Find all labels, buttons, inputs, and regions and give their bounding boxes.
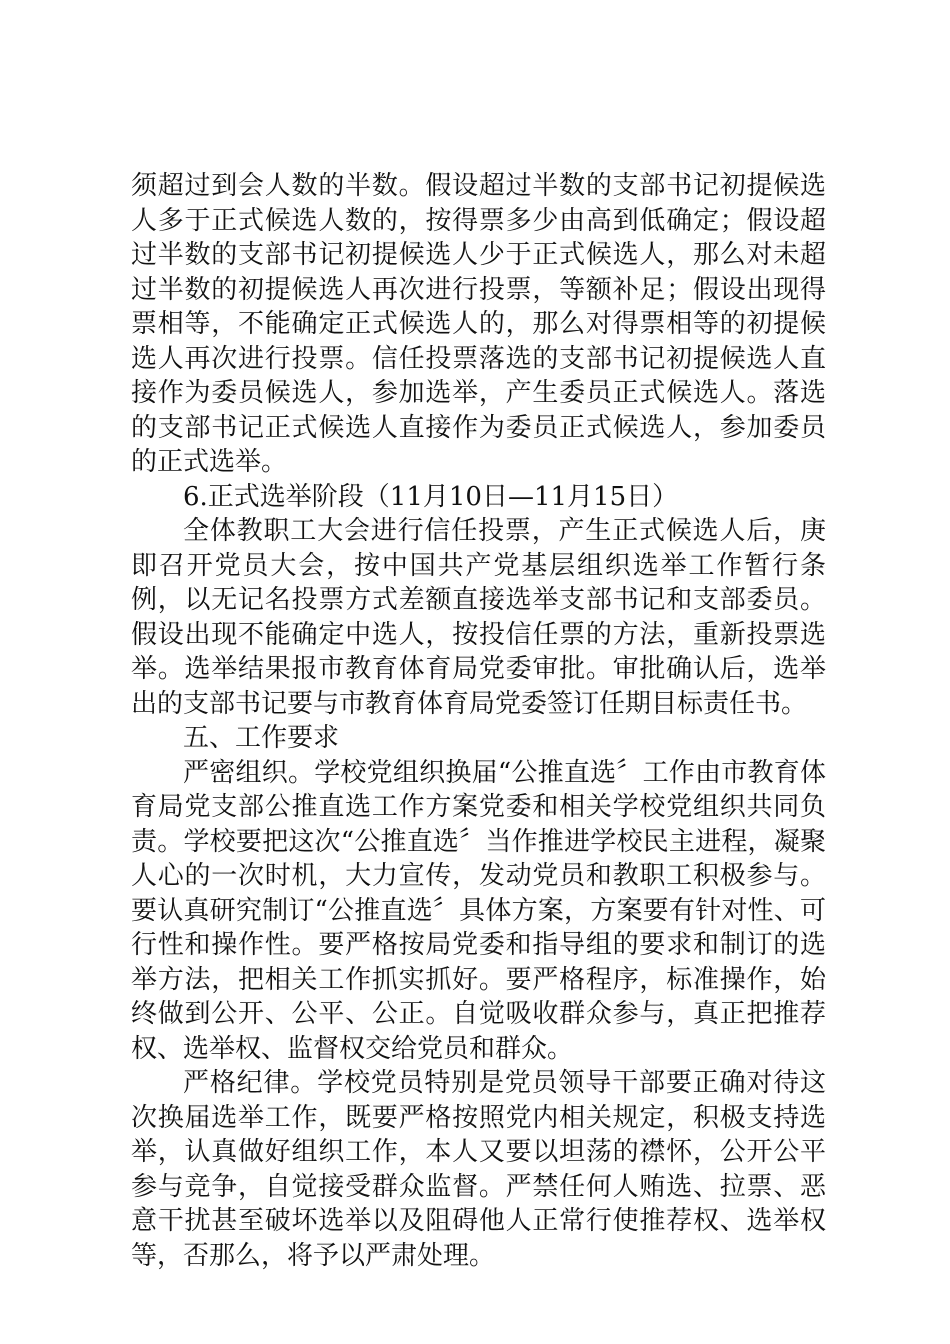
paragraph-strict-discipline: 严格纪律。学校党员特别是党员领导干部要正确对待这次换届选举工作，既要严格按照党内相关规定，积极支持选举，认真做好组织工作，本人又要以坦荡的襟怀，公开公平参与竞争，自觉接受群众监督。严禁任何人贿选、拉票、恶意干扰甚至破坏选举以及阻碍他人正常行使推荐权、选举权等，否那么，将予以严肃处理。 — [131, 1068, 826, 1271]
paragraph-strict-organization: 严密组织。学校党组织换届“公推直选〞工作由市教育体育局党支部公推直选工作方案党委和相关学校党组织共同负责。学校要把这次“公推直选〞当作推进学校民主进程，凝聚人心的一次时机，大力宣传，发动党员和教职工积极参与。要认真研究制订“公推直选〞具体方案，方案要有针对性、可行性和操作性。要严格按局党委和指导组的要求和制订的选举方法，把相关工作抓实抓好。要严格程序，标准操作，始终做到公开、公平、公正。自觉吸收群众参与，真正把推荐权、选举权、监督权交给党员和群众。 — [131, 757, 826, 1064]
paragraph-continued: 须超过到会人数的半数。假设超过半数的支部书记初提候选人多于正式候选人数的，按得票多少由高到低确定；假设超过半数的支部书记初提候选人少于正式候选人，那么对未超过半数的初提候选人再次进行投票，等额补足；假设出现得票相等，不能确定正式候选人的，那么对得票相等的初提候选人再次进行投票。信任投票落选的支部书记初提候选人直接作为委员候选人，参加选举，产生委员正式候选人。落选的支部书记正式候选人直接作为委员正式候选人，参加委员的正式选举。 — [131, 171, 826, 477]
section-heading-formal-election: 6.正式选举阶段（11月10日—11月15日） — [183, 481, 679, 512]
section-heading-work-requirements: 五、工作要求 — [183, 723, 340, 753]
paragraph-formal-election: 全体教职工大会进行信任投票，产生正式候选人后，庚即召开党员大会，按中国共产党基层组织选举工作暂行条例，以无记名投票方式差额直接选举支部书记和支部委员。假设出现不能确定中选人，按投信任票的方法，重新投票选举。选举结果报市教育体育局党委审批。审批确认后，选举出的支部书记要与市教育体育局党委签订任期目标责任书。 — [131, 516, 826, 719]
document-body — [131, 169, 826, 1273]
